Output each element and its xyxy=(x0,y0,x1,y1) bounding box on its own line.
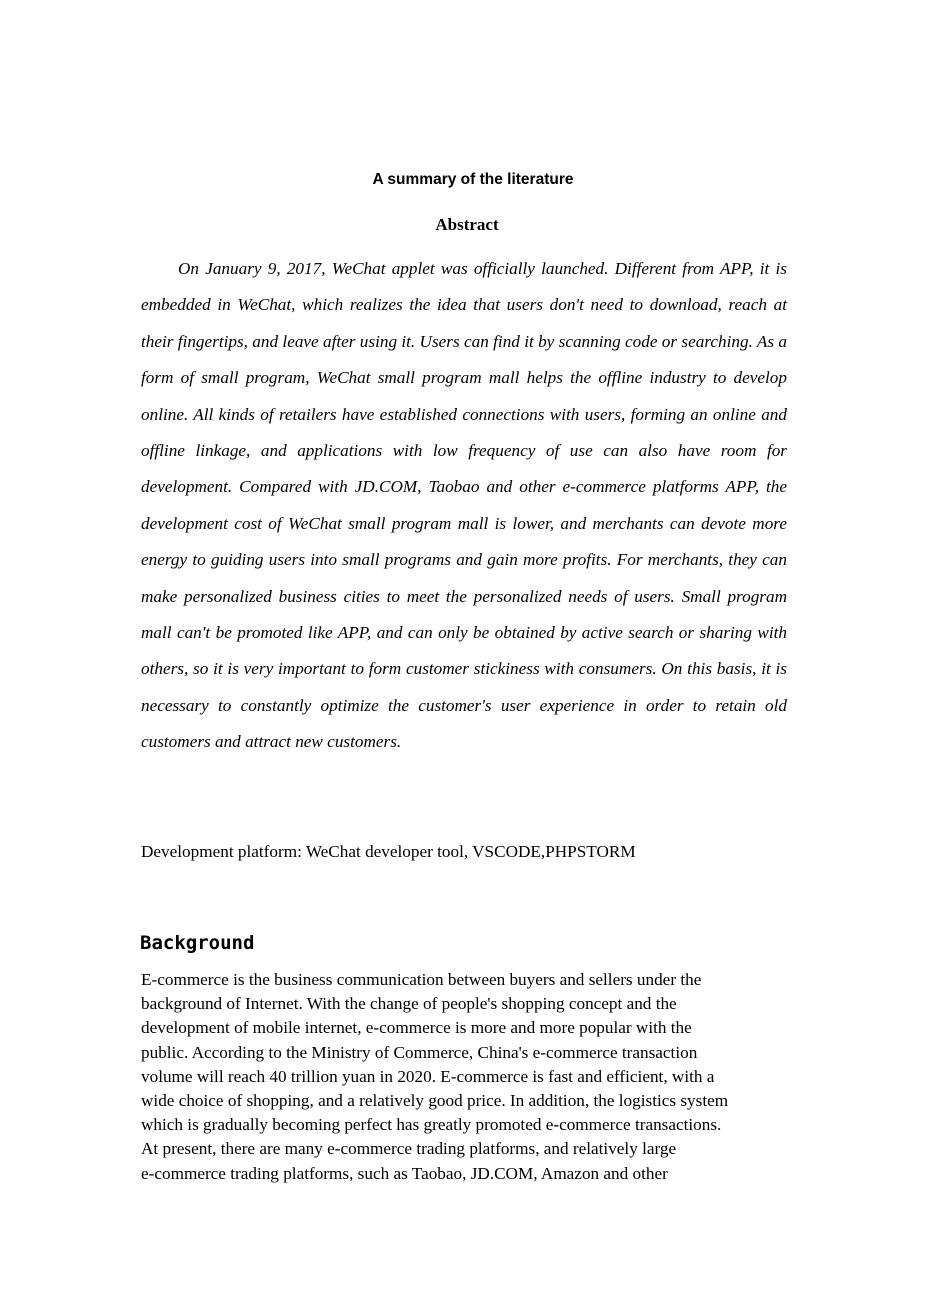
background-paragraph xyxy=(141,968,791,1186)
background-line: wide choice of shopping, and a relatively good price. In addition, the logistics system xyxy=(141,1091,729,1111)
document-title: A summary of the literature xyxy=(372,171,574,188)
background-line: background of Internet. With the change of people's shopping concept and the xyxy=(141,994,677,1014)
background-line: development of mobile internet, e-commerce is more and more popular with the xyxy=(141,1018,692,1038)
background-line: which is gradually becoming perfect has greatly promoted e-commerce transactions. xyxy=(141,1115,722,1135)
background-line: At present, there are many e-commerce trading platforms, and relatively large xyxy=(141,1139,677,1159)
background-heading: Background xyxy=(140,932,255,954)
background-line: volume will reach 40 trillion yuan in 2020. E-commerce is fast and efficient, with a xyxy=(141,1066,715,1086)
background-line: public. According to the Ministry of Commerce, China's e-commerce transaction xyxy=(141,1042,698,1062)
background-line: E-commerce is the business communication between buyers and sellers under the xyxy=(141,970,702,989)
development-platform-line: Development platform: WeChat developer tool, VSCODE,PHPSTORM xyxy=(141,842,636,861)
background-line: e-commerce trading platforms, such as Taobao, JD.COM, Amazon and other xyxy=(141,1163,668,1183)
abstract-paragraph: On January 9, 2017, WeChat applet was officially launched. Different from APP, it is embedded in WeChat, which realizes the idea that users don't need to download, reach at their fingertips, and leave after using it. Users can find it by scanning code or searching. As a form of small program, WeChat small program mall helps the offline industry to develop online. All kinds of retailers have established connections with users, forming an online and offline linkage, and applications with low frequency of use can also have room for development. Compared with JD.COM, Taobao and other e-commerce platforms APP, the development cost of WeChat small program mall is lower, and merchants can devote more energy to guiding users into small programs and gain more profits. For merchants, they can make personalized business cities to meet the personalized needs of users. Small program mall can't be promoted like APP, and can only be obtained by active search or sharing with others, so it is very important to form customer stickiness with consumers. On this basis, it is necessary to constantly optimize the customer's user experience in order to retain old customers and attract new customers. xyxy=(141,259,787,752)
abstract-heading: Abstract xyxy=(435,215,499,234)
